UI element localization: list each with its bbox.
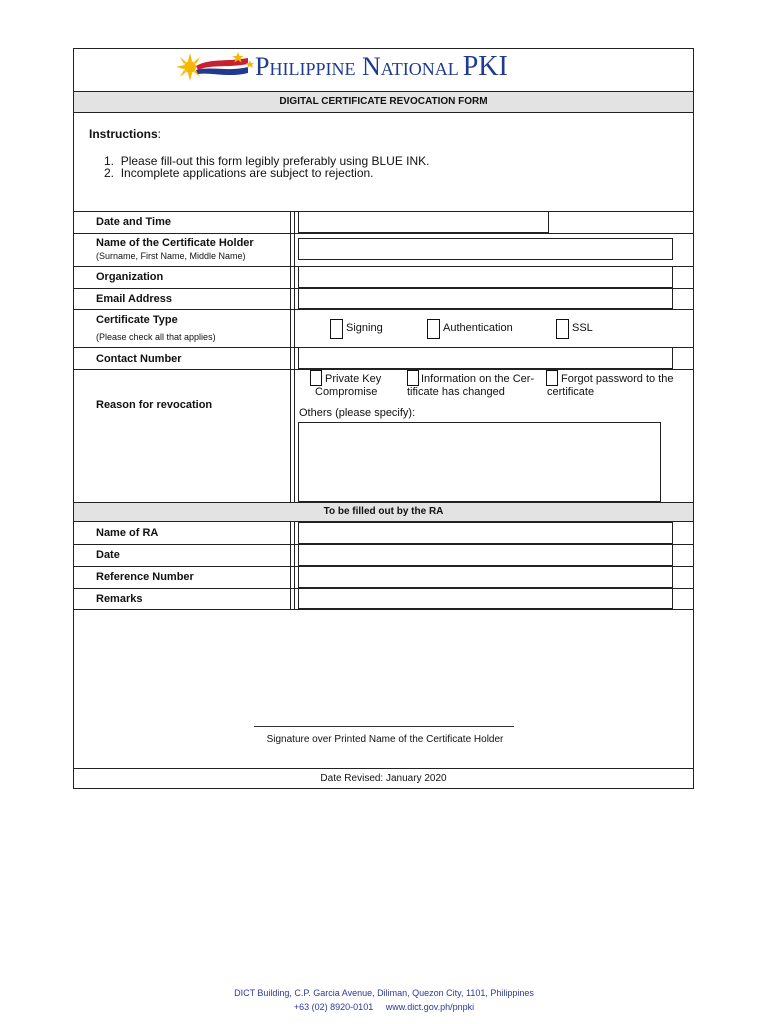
footer-phone: +63 (02) 8920-0101: [293, 1002, 374, 1012]
info-changed-line1: Information on the Cer-: [421, 373, 535, 385]
agency-title-suffix: PKI: [462, 51, 508, 82]
footer-website[interactable]: www.dict.gov.ph/pnpki: [385, 1002, 475, 1012]
signature-label: Signature over Printed Name of the Certificate Holder: [266, 734, 504, 745]
private-key-line1: Private Key: [325, 373, 382, 385]
footer-contact: [0, 1002, 768, 1012]
forgot-password-line2: certificate: [547, 386, 595, 398]
holder-name-hint: (Surname, First Name, Middle Name): [96, 251, 246, 261]
cert-type-hint: (Please check all that applies): [96, 332, 216, 342]
email-label: Email Address: [96, 293, 173, 305]
holder-name-field[interactable]: [298, 238, 673, 260]
ra-date-field[interactable]: [298, 544, 673, 566]
forgot-password-label: [547, 373, 674, 399]
authentication-checkbox[interactable]: [427, 319, 440, 339]
others-textarea[interactable]: [298, 422, 661, 502]
date-time-field[interactable]: [298, 211, 549, 233]
date-time-label: Date and Time: [96, 216, 171, 228]
authentication-option-label: Authentication: [443, 322, 513, 334]
organization-label: Organization: [96, 271, 164, 283]
instruction-text-1: Please fill-out this form legibly preferably using BLUE INK.: [120, 154, 430, 168]
contact-label: Contact Number: [96, 353, 182, 365]
ra-remarks-label: Remarks: [96, 593, 143, 605]
private-key-compromise-label: [315, 373, 381, 399]
ssl-option-label: SSL: [572, 322, 593, 334]
info-changed-line2: tificate has changed: [407, 386, 505, 398]
form-title: DIGITAL CERTIFICATE REVOCATION FORM: [279, 96, 488, 107]
ra-section-title: To be filled out by the RA: [323, 506, 444, 517]
forgot-password-line1: Forgot password to the: [561, 373, 674, 385]
email-field[interactable]: [298, 288, 673, 309]
pnpki-logo: [176, 50, 256, 84]
instruction-number-2: 2.: [104, 166, 121, 180]
agency-title-prefix: Philippine National: [255, 52, 459, 81]
agency-title: [255, 51, 508, 83]
holder-name-label: Name of the Certificate Holder: [96, 237, 254, 249]
footer-address: DICT Building, C.P. Garcia Avenue, Diliman, Quezon City, 1101, Philippines: [234, 988, 534, 998]
instructions-heading-text: Instructions: [89, 127, 158, 141]
ra-reference-label: Reference Number: [96, 571, 194, 583]
organization-field[interactable]: [298, 266, 673, 288]
private-key-line2: Compromise: [315, 386, 378, 398]
reason-label: Reason for revocation: [96, 399, 213, 411]
ra-remarks-field[interactable]: [298, 588, 673, 609]
sun-flag-icon: [176, 50, 256, 84]
signing-checkbox[interactable]: [330, 319, 343, 339]
signing-option-label: Signing: [346, 322, 383, 334]
info-changed-label: [407, 373, 534, 399]
ssl-checkbox[interactable]: [556, 319, 569, 339]
contact-field[interactable]: [298, 347, 673, 369]
ra-date-label: Date: [96, 549, 120, 561]
ra-reference-field[interactable]: [298, 566, 673, 588]
instructions-heading-colon: :: [157, 127, 162, 141]
date-revised: Date Revised: January 2020: [320, 773, 447, 784]
ra-name-field[interactable]: [298, 522, 673, 544]
instruction-item: [104, 166, 374, 180]
instruction-text-2: Incomplete applications are subject to rejection.: [120, 166, 374, 180]
instruction-number-1: 1.: [104, 154, 121, 168]
ra-name-label: Name of RA: [96, 527, 159, 539]
signature-line[interactable]: [254, 726, 514, 727]
instructions-heading: [89, 127, 161, 141]
cert-type-label: Certificate Type: [96, 314, 178, 326]
others-label: Others (please specify):: [299, 407, 416, 419]
